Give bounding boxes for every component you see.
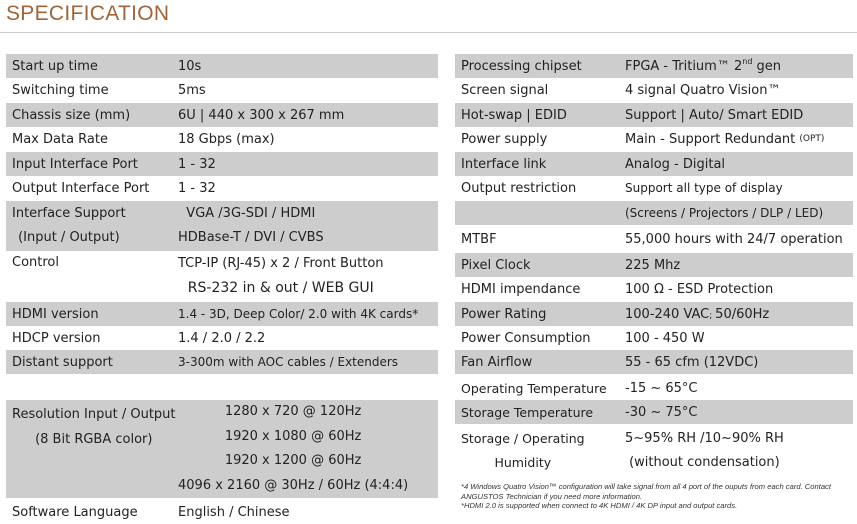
spec-row [6, 251, 438, 301]
spec-label: Fan Airflow [461, 354, 533, 370]
spec-value: 5~95% RH /10~90% RH [625, 430, 784, 446]
spec-value: 1 - 32 [178, 156, 216, 172]
spec-value: (Screens / Projectors / DLP / LED) [625, 206, 824, 220]
spec-value: 5ms [178, 82, 206, 98]
spec-value: 100-240 VAC ; 50/60Hz [625, 306, 770, 322]
spec-row [6, 78, 438, 102]
spec-label: Power supply [461, 131, 548, 147]
spec-row [6, 54, 438, 78]
spec-value: TCP-IP (RJ-45) x 2 / Front Button [178, 255, 384, 271]
spec-row [6, 201, 438, 251]
spec-value: 55 - 65 cfm (12VDC) [625, 354, 759, 370]
spec-label: Resolution Input / Output [12, 407, 176, 422]
spec-row [455, 201, 853, 225]
spec-value: 1920 x 1080 @ 60Hz [224, 428, 362, 444]
spec-row [455, 227, 853, 251]
spec-value: 1280 x 720 @ 120Hz [224, 404, 362, 419]
spec-value: Analog - Digital [625, 156, 726, 172]
spec-value: 6U | 440 x 300 x 267 mm [178, 107, 345, 123]
spec-value: 1.4 - 3D, Deep Color/ 2.0 with 4K cards* [178, 307, 419, 321]
spec-label: MTBF [461, 231, 497, 247]
spec-row [455, 302, 853, 326]
spec-label: Hot-swap | EDID [461, 107, 567, 123]
spec-value: 100 Ω - ESD Protection [625, 281, 774, 297]
spec-value: 4096 x 2160 @ 30Hz / 60Hz (4:4:4) [178, 477, 409, 493]
spec-value: RS-232 in & out / WEB GUI [187, 280, 374, 296]
spec-row [6, 400, 438, 498]
spec-label: Storage / Operating [461, 430, 585, 446]
spec-value: English / Chinese [178, 504, 290, 520]
spec-value: Main - Support Redundant (OPT) [625, 131, 825, 147]
spec-label: Processing chipset [461, 58, 582, 74]
spec-value: (without condensation) [629, 455, 780, 470]
spec-value: -15 ~ 65°C [625, 380, 698, 396]
spec-label: Humidity [494, 455, 552, 470]
spec-label: Distant support [12, 354, 113, 370]
spec-label: Output Interface Port [12, 180, 150, 196]
spec-row [6, 350, 438, 374]
spec-label: Power Rating [461, 306, 547, 322]
spec-row [455, 152, 853, 176]
spec-label: (Input / Output) [18, 230, 120, 245]
spec-label: Chassis size (mm) [12, 107, 131, 123]
spec-row [6, 302, 438, 326]
spec-row [455, 277, 853, 301]
spec-row [455, 376, 853, 400]
spec-label: HDCP version [12, 330, 101, 346]
spec-value: 4 signal Quatro Vision™ [625, 82, 781, 98]
spec-row [455, 400, 853, 424]
spec-value: -30 ~ 75°C [625, 404, 698, 420]
spec-row [6, 176, 438, 200]
spec-row [455, 426, 853, 476]
spec-value: 1 - 32 [178, 180, 216, 196]
spec-value: 55,000 hours with 24/7 operation [625, 231, 843, 247]
spec-value: 100 - 450 W [625, 330, 705, 346]
spec-value: Support all type of display [625, 181, 783, 195]
spec-label: Storage Temperature [461, 404, 594, 420]
spec-row [455, 326, 853, 350]
spec-label: (8 Bit RGBA color) [35, 431, 153, 447]
spec-row [455, 350, 853, 374]
title-divider [0, 32, 857, 33]
spec-label: Max Data Rate [12, 131, 108, 147]
spec-label: Interface Support [12, 205, 126, 221]
spec-label: Interface link [461, 156, 547, 172]
spec-row [455, 78, 853, 102]
spec-label: Control [12, 255, 59, 270]
spec-row [455, 176, 853, 200]
spec-value: 18 Gbps (max) [178, 131, 275, 147]
spec-label: Power Consumption [461, 330, 591, 346]
spec-value: 10s [178, 58, 202, 74]
spec-label: Operating Temperature [461, 380, 607, 396]
spec-row [455, 54, 853, 78]
spec-value: 225 Mhz [625, 257, 681, 273]
spec-value: FPGA - Tritium™ 2 nd gen [625, 56, 782, 74]
spec-row [455, 127, 853, 151]
spec-label: Switching time [12, 82, 109, 98]
spec-value: 3-300m with AOC cables / Extenders [178, 355, 399, 369]
spec-row [6, 500, 438, 524]
spec-value: 1.4 / 2.0 / 2.2 [178, 330, 266, 346]
footnote: *4 Windows Quatro Vision™ configuration will take signal from all 4 port of the ouputs from each card. Contact ANGUSTOS Technician if you need more information. [461, 482, 831, 501]
spec-value: HDBase-T / DVI / CVBS [178, 230, 324, 245]
spec-label: HDMI version [12, 306, 99, 322]
spec-label: Pixel Clock [461, 257, 531, 273]
spec-row [455, 103, 853, 127]
spec-value: VGA /3G-SDI / HDMI [186, 205, 316, 221]
spec-label: Start up time [12, 58, 98, 74]
spec-row [6, 127, 438, 151]
footnotes [461, 482, 851, 511]
spec-row [455, 253, 853, 277]
spec-row [6, 103, 438, 127]
spec-value: 1920 x 1200 @ 60Hz [224, 453, 362, 468]
footnote: *HDMI 2.0 is supported when connect to 4K HDMI / 4K DP input and output cards. [461, 501, 738, 511]
page-title: SPECIFICATION [6, 2, 170, 25]
spec-row [6, 326, 438, 350]
spec-label: Screen signal [461, 82, 549, 98]
spec-label: HDMI impendance [461, 281, 581, 297]
spec-label: Output restriction [461, 180, 577, 196]
spec-row [6, 152, 438, 176]
spec-label: Software Language [12, 504, 138, 520]
spec-value: Support | Auto/ Smart EDID [625, 107, 804, 123]
spec-label: Input Interface Port [12, 156, 138, 172]
